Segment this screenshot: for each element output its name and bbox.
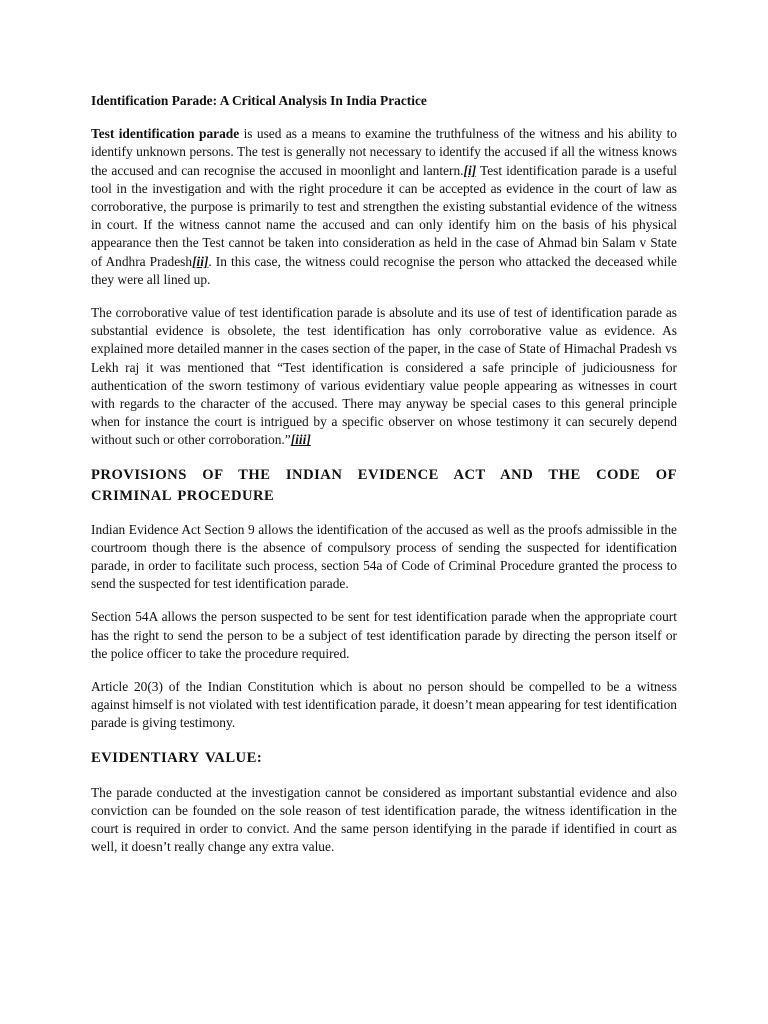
- document-title: Identification Parade: A Critical Analysis In India Practice: [91, 93, 427, 108]
- intro-text-3: . In this case, the witness could recognise the person who attacked the deceased while they were all lined up.: [91, 253, 677, 287]
- evidence-act-paragraph: Indian Evidence Act Section 9 allows the identification of the accused as well as the proofs admissible in the courtroom though there is the absence of compulsory process of sending the suspected for identification parade, in order to facilitate such process, section 54a of Code of Criminal Procedure granted the process to send the suspected for test identification parade.: [91, 521, 677, 592]
- article-20-paragraph: Article 20(3) of the Indian Constitution which is about no person should be compelled to be a witness against himself is not violated with test identification parade, it doesn’t mean appearing for test identification parade is giving testimony.: [91, 679, 677, 731]
- para2-text: The corroborative value of test identification parade is absolute and its use of test of identification parade as substantial evidence is obsolete, the test identification has only corroborative value as evidence. As explained more detailed manner in the cases section of the paper, in the case of State of Himachal Pradesh vs Lekh raj it was mentioned that “Test identification is considered a safe principle of judiciousness for authentication of the sworn testimony of various evidentiary value people appearing as witnesses in court with regards to the character of the accused. There may anyway be special cases to this general principle when for instance the court is intrigued by a specific observer on whose testimony it can securely depend without such or other corroboration.”: [91, 305, 677, 448]
- intro-text-1: is used as a means to examine the truthfulness of the witness and his ability to identify unknown persons. The test is generally not necessary to identify the accused if all the witness knows the accused and can recognise the accused in moonlight and lantern.: [91, 126, 678, 178]
- intro-text-2: Test identification parade is a useful tool in the investigation and with the right procedure it can be accepted as evidence in the court of law as corroborative, the purpose is primarily to test and strengthen the existing substantial evidence of the witness in court. If the witness cannot name the accused and can only identify him on the basis of his physical appearance then the Test cannot be taken into consideration as held in the case of Ahmad bin Salam v State of Andhra Pradesh: [91, 162, 677, 269]
- intro-paragraph: [91, 125, 677, 289]
- footnote-ref-i[interactable]: [i]: [463, 162, 477, 178]
- intro-lead-term: Test identification parade: [91, 126, 240, 142]
- section-heading-provisions: PROVISIONS OF THE INDIAN EVIDENCE ACT AND THE CODE OF CRIMINAL PROCEDURE: [91, 466, 677, 504]
- footnote-ref-iii[interactable]: [iii]: [290, 432, 311, 448]
- corroborative-value-paragraph: [91, 304, 677, 450]
- footnote-ref-ii[interactable]: [ii]: [192, 253, 209, 269]
- evidentiary-value-paragraph: The parade conducted at the investigation cannot be considered as important substantial evidence and also conviction can be founded on the sole reason of test identification parade, the witness identification in the court is required in order to convict. And the same person identifying in the parade if identified in court as well, it doesn’t really change any extra value.: [91, 784, 677, 855]
- document-page: [91, 92, 677, 872]
- section-54a-paragraph: Section 54A allows the person suspected to be sent for test identification parade when the appropriate court has the right to send the person to be a subject of test identification parade by directing the person itself or the police officer to take the procedure required.: [91, 609, 677, 661]
- section-heading-evidentiary-value: EVIDENTIARY VALUE:: [91, 749, 263, 766]
